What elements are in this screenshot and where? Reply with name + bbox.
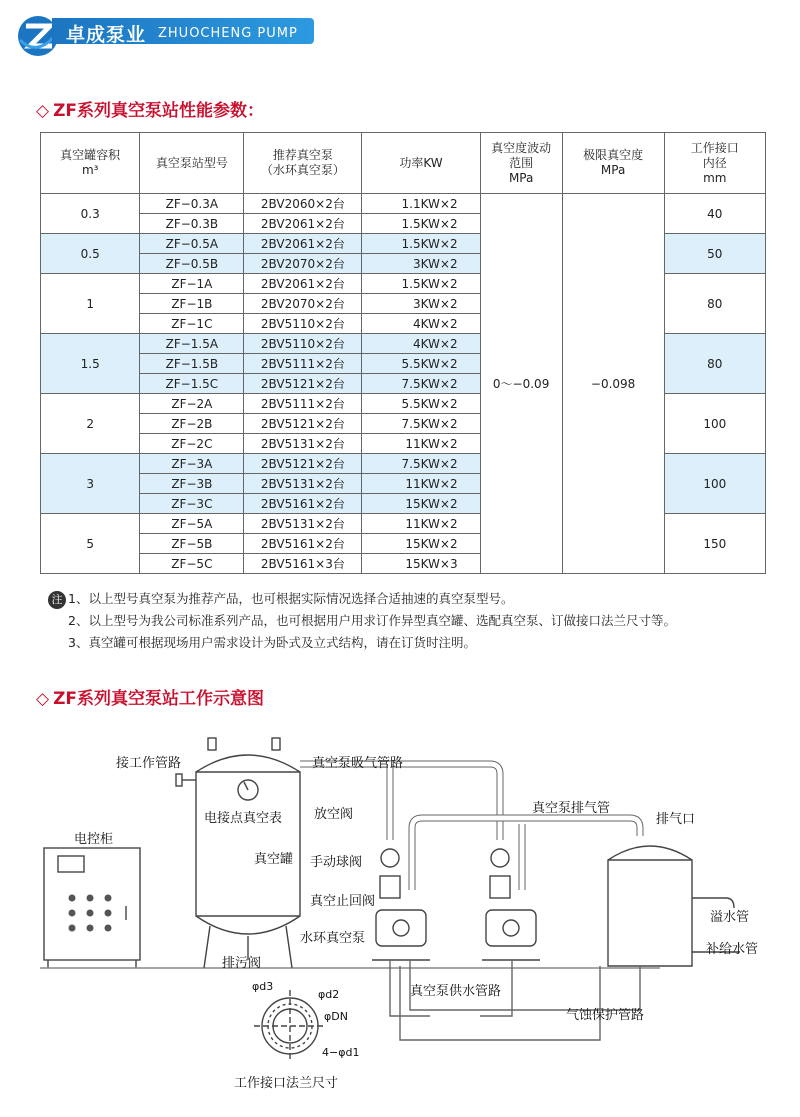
cell-pump: 2BV2060×2台: [244, 194, 362, 214]
table-header-4: 功率KW: [362, 133, 480, 194]
label-makeup-water: 补给水管: [706, 942, 759, 957]
table-header-5: 真空度波动 范围 MPa: [480, 133, 562, 194]
diamond-icon: ◇: [36, 689, 50, 709]
label-supply-pipe: 真空泵供水管路: [410, 984, 502, 999]
note-1: 注 1、以上型号真空泵为推荐产品，也可根据实际情况选择合适抽速的真空泵型号。: [48, 588, 676, 610]
label-cavitation: 气蚀保护管路: [566, 1008, 645, 1023]
label-work-pipe: 接工作管路: [116, 756, 182, 771]
cell-diameter: 80: [664, 274, 765, 334]
cell-power: 1.5KW×2: [362, 214, 480, 234]
cell-diameter: 50: [664, 234, 765, 274]
cell-power: 1.1KW×2: [362, 194, 480, 214]
note-badge-icon: 注: [48, 591, 66, 609]
cell-model: ZF−1C: [140, 314, 244, 334]
label-ring-pump: 水环真空泵: [300, 931, 366, 946]
cell-power: 4KW×2: [362, 334, 480, 354]
cell-volume: 3: [41, 454, 140, 514]
cell-diameter: 100: [664, 454, 765, 514]
cell-power: 15KW×3: [362, 554, 480, 574]
cell-pump: 2BV2061×2台: [244, 234, 362, 254]
cell-pump: 2BV5131×2台: [244, 474, 362, 494]
note-2: 2、以上型号为我公司标准系列产品，也可根据用户用求订作异型真空罐、选配真空泵、订做接口法兰尺寸等。: [68, 613, 676, 628]
cell-model: ZF−3A: [140, 454, 244, 474]
table-header-1: 真空罐容积 m³: [41, 133, 140, 194]
cell-power: 5.5KW×2: [362, 394, 480, 414]
label-check-valve: 真空止回阀: [310, 894, 376, 909]
cell-pump: 2BV5131×2台: [244, 434, 362, 454]
label-d2: φd2: [318, 988, 340, 1001]
cell-volume: 0.3: [41, 194, 140, 234]
diamond-icon: ◇: [36, 101, 50, 121]
cell-power: 7.5KW×2: [362, 454, 480, 474]
cell-power: 11KW×2: [362, 434, 480, 454]
cell-pump: 2BV5131×2台: [244, 514, 362, 534]
cell-model: ZF−2A: [140, 394, 244, 414]
notes: [48, 588, 676, 654]
cell-pump: 2BV5121×2台: [244, 414, 362, 434]
cell-power: 15KW×2: [362, 494, 480, 514]
water-tank: [608, 846, 692, 966]
cell-pump: 2BV5121×2台: [244, 374, 362, 394]
cell-pump: 2BV2070×2台: [244, 254, 362, 274]
cell-pump: 2BV5161×2台: [244, 494, 362, 514]
cell-pump: 2BV5111×2台: [244, 394, 362, 414]
label-exhaust-pipe: 真空泵排气管: [532, 801, 611, 816]
cell-pump: 2BV2070×2台: [244, 294, 362, 314]
note-3: 3、真空罐可根据现场用户需求设计为卧式及立式结构，请在订货时注明。: [68, 635, 476, 650]
cell-model: ZF−5C: [140, 554, 244, 574]
cell-pump: 2BV5121×2台: [244, 454, 362, 474]
label-d1: 4−φd1: [322, 1046, 360, 1059]
cell-power: 1.5KW×2: [362, 274, 480, 294]
label-tank: 真空罐: [254, 852, 294, 867]
section-title-params: [36, 96, 264, 121]
section-title-text: ZF系列真空泵站性能参数：: [53, 101, 265, 121]
label-drain: 排污阀: [222, 956, 262, 971]
table-header-2: 真空泵站型号: [140, 133, 244, 194]
cell-model: ZF−0.5B: [140, 254, 244, 274]
cell-fluctuation: 0～−0.09: [480, 194, 562, 574]
cell-ultimate: −0.098: [562, 194, 664, 574]
cell-diameter: 100: [664, 394, 765, 454]
cell-volume: 5: [41, 514, 140, 574]
cell-diameter: 40: [664, 194, 765, 234]
cell-power: 3KW×2: [362, 254, 480, 274]
cell-model: ZF−1.5B: [140, 354, 244, 374]
performance-table: [40, 132, 766, 574]
cell-diameter: 80: [664, 334, 765, 394]
ring-pump-2: [486, 910, 536, 946]
cell-pump: 2BV2061×2台: [244, 214, 362, 234]
table-header-row: [41, 133, 766, 194]
cell-model: ZF−1.5C: [140, 374, 244, 394]
label-dn: φDN: [324, 1010, 348, 1023]
cell-model: ZF−5A: [140, 514, 244, 534]
cell-pump: 2BV5110×2台: [244, 314, 362, 334]
cell-power: 15KW×2: [362, 534, 480, 554]
ring-pump-1: [376, 910, 426, 946]
cell-pump: 2BV2061×2台: [244, 274, 362, 294]
cell-pump: 2BV5161×3台: [244, 554, 362, 574]
cell-volume: 0.5: [41, 234, 140, 274]
cell-volume: 1: [41, 274, 140, 334]
label-ball-valve: 手动球阀: [310, 855, 363, 870]
cell-diameter: 150: [664, 514, 765, 574]
cell-pump: 2BV5161×2台: [244, 534, 362, 554]
cell-volume: 2: [41, 394, 140, 454]
label-overflow: 溢水管: [710, 910, 750, 925]
table-row: [41, 194, 766, 214]
cell-power: 7.5KW×2: [362, 374, 480, 394]
label-suction-pipe: 真空泵吸气管路: [312, 756, 404, 771]
cell-model: ZF−0.5A: [140, 234, 244, 254]
brand-name-cn: 卓成泵业: [66, 24, 147, 46]
cell-model: ZF−0.3B: [140, 214, 244, 234]
cell-power: 3KW×2: [362, 294, 480, 314]
cell-model: ZF−1B: [140, 294, 244, 314]
cell-model: ZF−3C: [140, 494, 244, 514]
table-body: [41, 194, 766, 574]
cell-model: ZF−2C: [140, 434, 244, 454]
cell-power: 4KW×2: [362, 314, 480, 334]
cell-model: ZF−1A: [140, 274, 244, 294]
cell-model: ZF−5B: [140, 534, 244, 554]
cell-power: 11KW×2: [362, 474, 480, 494]
cell-power: 7.5KW×2: [362, 414, 480, 434]
cell-pump: 2BV5111×2台: [244, 354, 362, 374]
cell-pump: 2BV5110×2台: [244, 334, 362, 354]
cell-model: ZF−1.5A: [140, 334, 244, 354]
label-d3: φd3: [252, 980, 274, 993]
label-cabinet: 电控柜: [74, 832, 114, 847]
cell-model: ZF−0.3A: [140, 194, 244, 214]
cell-power: 11KW×2: [362, 514, 480, 534]
label-flange-title: 工作接口法兰尺寸: [234, 1076, 339, 1091]
table-header-7: 工作接口 内径 mm: [664, 133, 765, 194]
cell-model: ZF−2B: [140, 414, 244, 434]
cell-volume: 1.5: [41, 334, 140, 394]
label-release-valve: 放空阀: [314, 807, 354, 822]
cell-model: ZF−3B: [140, 474, 244, 494]
label-exhaust-port: 排气口: [656, 812, 696, 827]
cell-power: 5.5KW×2: [362, 354, 480, 374]
section-title-text: ZF系列真空泵站工作示意图: [53, 689, 265, 709]
pump-station-diagram: [0, 720, 800, 1117]
brand-name-en: ZHUOCHENG PUMP: [158, 26, 298, 41]
label-gauge: 电接点真空表: [204, 811, 283, 826]
table-header-3: 推荐真空泵 （水环真空泵）: [244, 133, 362, 194]
table-header-6: 极限真空度 MPa: [562, 133, 664, 194]
cell-power: 1.5KW×2: [362, 234, 480, 254]
section-title-diagram: [36, 684, 264, 709]
